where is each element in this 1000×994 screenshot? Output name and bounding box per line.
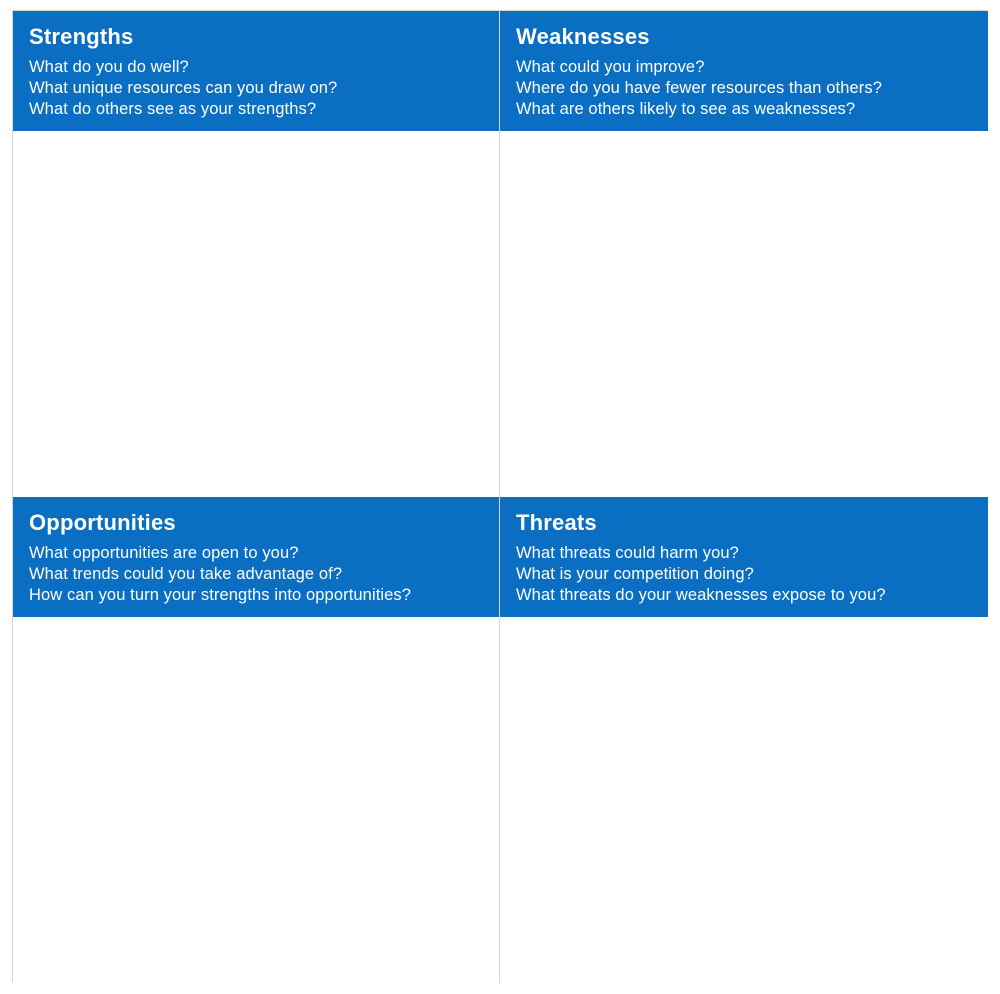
opportunities-question-2: What trends could you take advantage of? [29,565,343,583]
opportunities-question-1: What opportunities are open to you? [29,544,299,562]
opportunities-content-area[interactable] [13,617,499,983]
threats-quadrant [500,497,988,983]
weaknesses-content-area[interactable] [500,131,988,497]
strengths-header [13,11,499,131]
weaknesses-question-3: What are others likely to see as weaknesses? [516,100,856,118]
threats-title: Threats [516,510,597,535]
threats-question-2: What is your competition doing? [516,565,754,583]
strengths-title: Strengths [29,24,134,49]
threats-question-3: What threats do your weaknesses expose to you? [516,586,886,604]
weaknesses-header [500,11,988,131]
threats-header [500,497,988,617]
threats-question-1: What threats could harm you? [516,544,739,562]
opportunities-title: Opportunities [29,510,176,535]
opportunities-quadrant [13,497,500,983]
strengths-question-1: What do you do well? [29,58,189,76]
opportunities-question-3: How can you turn your strengths into opportunities? [29,586,412,604]
weaknesses-title: Weaknesses [516,24,650,49]
weaknesses-question-1: What could you improve? [516,58,705,76]
weaknesses-quadrant [500,11,988,497]
strengths-question-2: What unique resources can you draw on? [29,79,338,97]
swot-grid [12,10,987,982]
threats-content-area[interactable] [500,617,988,983]
strengths-content-area[interactable] [13,131,499,497]
strengths-quadrant [13,11,500,497]
weaknesses-question-2: Where do you have fewer resources than others? [516,79,882,97]
strengths-question-3: What do others see as your strengths? [29,100,317,118]
opportunities-header [13,497,499,617]
